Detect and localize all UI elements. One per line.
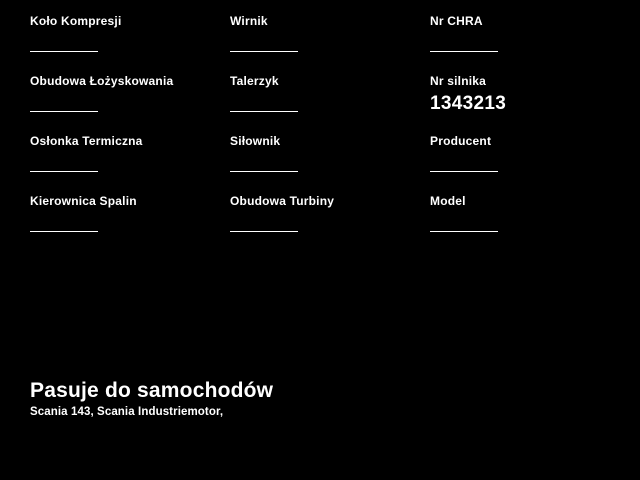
spec-label: Osłonka Termiczna <box>30 134 143 148</box>
compatibility-section <box>30 378 610 419</box>
spec-label: Obudowa Turbiny <box>230 194 335 208</box>
spec-item-nr-chra <box>430 14 550 74</box>
spec-item-talerzyk <box>230 74 430 134</box>
spec-item-model <box>430 194 550 254</box>
spec-value: 1343213 <box>430 93 507 114</box>
spec-label: Kierownica Spalin <box>30 194 137 208</box>
spec-item-kierownica-spalin <box>30 194 230 254</box>
spec-label: Talerzyk <box>230 74 279 88</box>
spec-underline <box>430 51 498 52</box>
spec-label: Wirnik <box>230 14 268 28</box>
spec-item-oslonka-termiczna <box>30 134 230 194</box>
spec-item-silownik <box>230 134 430 194</box>
spec-underline <box>30 111 98 112</box>
spec-item-kolo-kompresji <box>30 14 230 74</box>
spec-item-producent <box>430 134 550 194</box>
compatibility-title: Pasuje do samochodów <box>30 379 274 402</box>
spec-underline <box>230 171 298 172</box>
spec-item-obudowa-turbiny <box>230 194 430 254</box>
spec-item-obudowa-lozyskowania <box>30 74 230 134</box>
spec-underline <box>230 231 298 232</box>
spec-label: Nr CHRA <box>430 14 483 28</box>
specifications-grid <box>30 14 550 254</box>
spec-label: Nr silnika <box>430 74 487 88</box>
spec-label: Siłownik <box>230 134 281 148</box>
spec-underline <box>30 231 98 232</box>
spec-label: Producent <box>430 134 492 148</box>
spec-label: Model <box>430 194 466 208</box>
spec-label: Koło Kompresji <box>30 14 122 28</box>
spec-label: Obudowa Łożyskowania <box>30 74 174 88</box>
spec-underline <box>430 231 498 232</box>
spec-underline <box>230 111 298 112</box>
spec-underline <box>30 171 98 172</box>
compatibility-vehicles: Scania 143, Scania Industriemotor, <box>30 406 224 418</box>
spec-underline <box>30 51 98 52</box>
spec-item-wirnik <box>230 14 430 74</box>
spec-item-nr-silnika <box>430 74 550 134</box>
spec-underline <box>230 51 298 52</box>
spec-underline <box>430 171 498 172</box>
